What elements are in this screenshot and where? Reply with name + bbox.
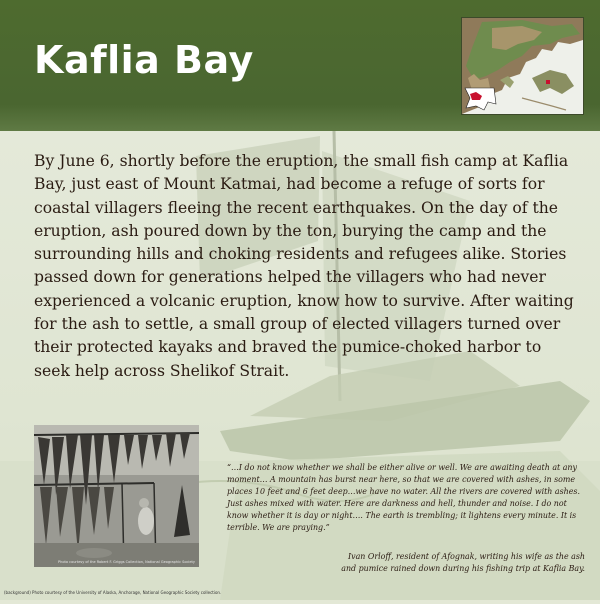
alaska-map-graphic: [462, 18, 583, 114]
location-marker: [546, 80, 550, 84]
header-banner: [0, 0, 600, 131]
main-paragraph: By June 6, shortly before the eruption, the small fish camp at Kaflia Bay, just east of Mount Katmai, had become a refuge of sorts for coastal villagers fleeing the recent earthquakes. On the day of the eruption, ash poured down by the ton, burying the camp and the surrounding hills and choking residents and refugees alike. Stories passed down for generations helped the villagers who had never experienced a volcanic eruption, know how to survive. After waiting for the ash to settle, a small group of elected villagers turned over their protected kayaks and braved the pumice-choked harbor to seek help across Shelikof Strait.: [34, 152, 574, 380]
photo-inline-credit: Photo courtesy of the Robert F. Griggs Collection, National Geographic Society: [58, 560, 195, 564]
quote-attribution: [270, 551, 585, 575]
locator-map: [461, 17, 584, 115]
attribution-line-1: Ivan Orloff, resident of Afognak, writing his wife as the ash: [348, 552, 585, 561]
page-title: Kaflia Bay: [34, 38, 254, 82]
orloff-quote: “…I do not know whether we shall be either alive or well. We are awaiting death at any moment… A mountain has burst near here, so that we are covered with ashes, in some places 10 feet and 6 feet deep…we have no water. All the rivers are covered with ashes. Just ashes mixed with water. Here are darkness and hell, thunder and noise. I do not know whether it is day or night…. The earth is trembling; it lightens every minute. It is terrible. We are praying.”: [227, 463, 580, 532]
attribution-line-2: and pumice rained down during his fishing trip at Kaflia Bay.: [341, 564, 585, 573]
fish-rack-illustration: [34, 425, 199, 567]
fish-drying-photo: [34, 425, 199, 567]
background-photo-credit: (background) Photo courtesy of the University of Alaska, Anchorage, National Geographic Society collection.: [4, 590, 222, 595]
